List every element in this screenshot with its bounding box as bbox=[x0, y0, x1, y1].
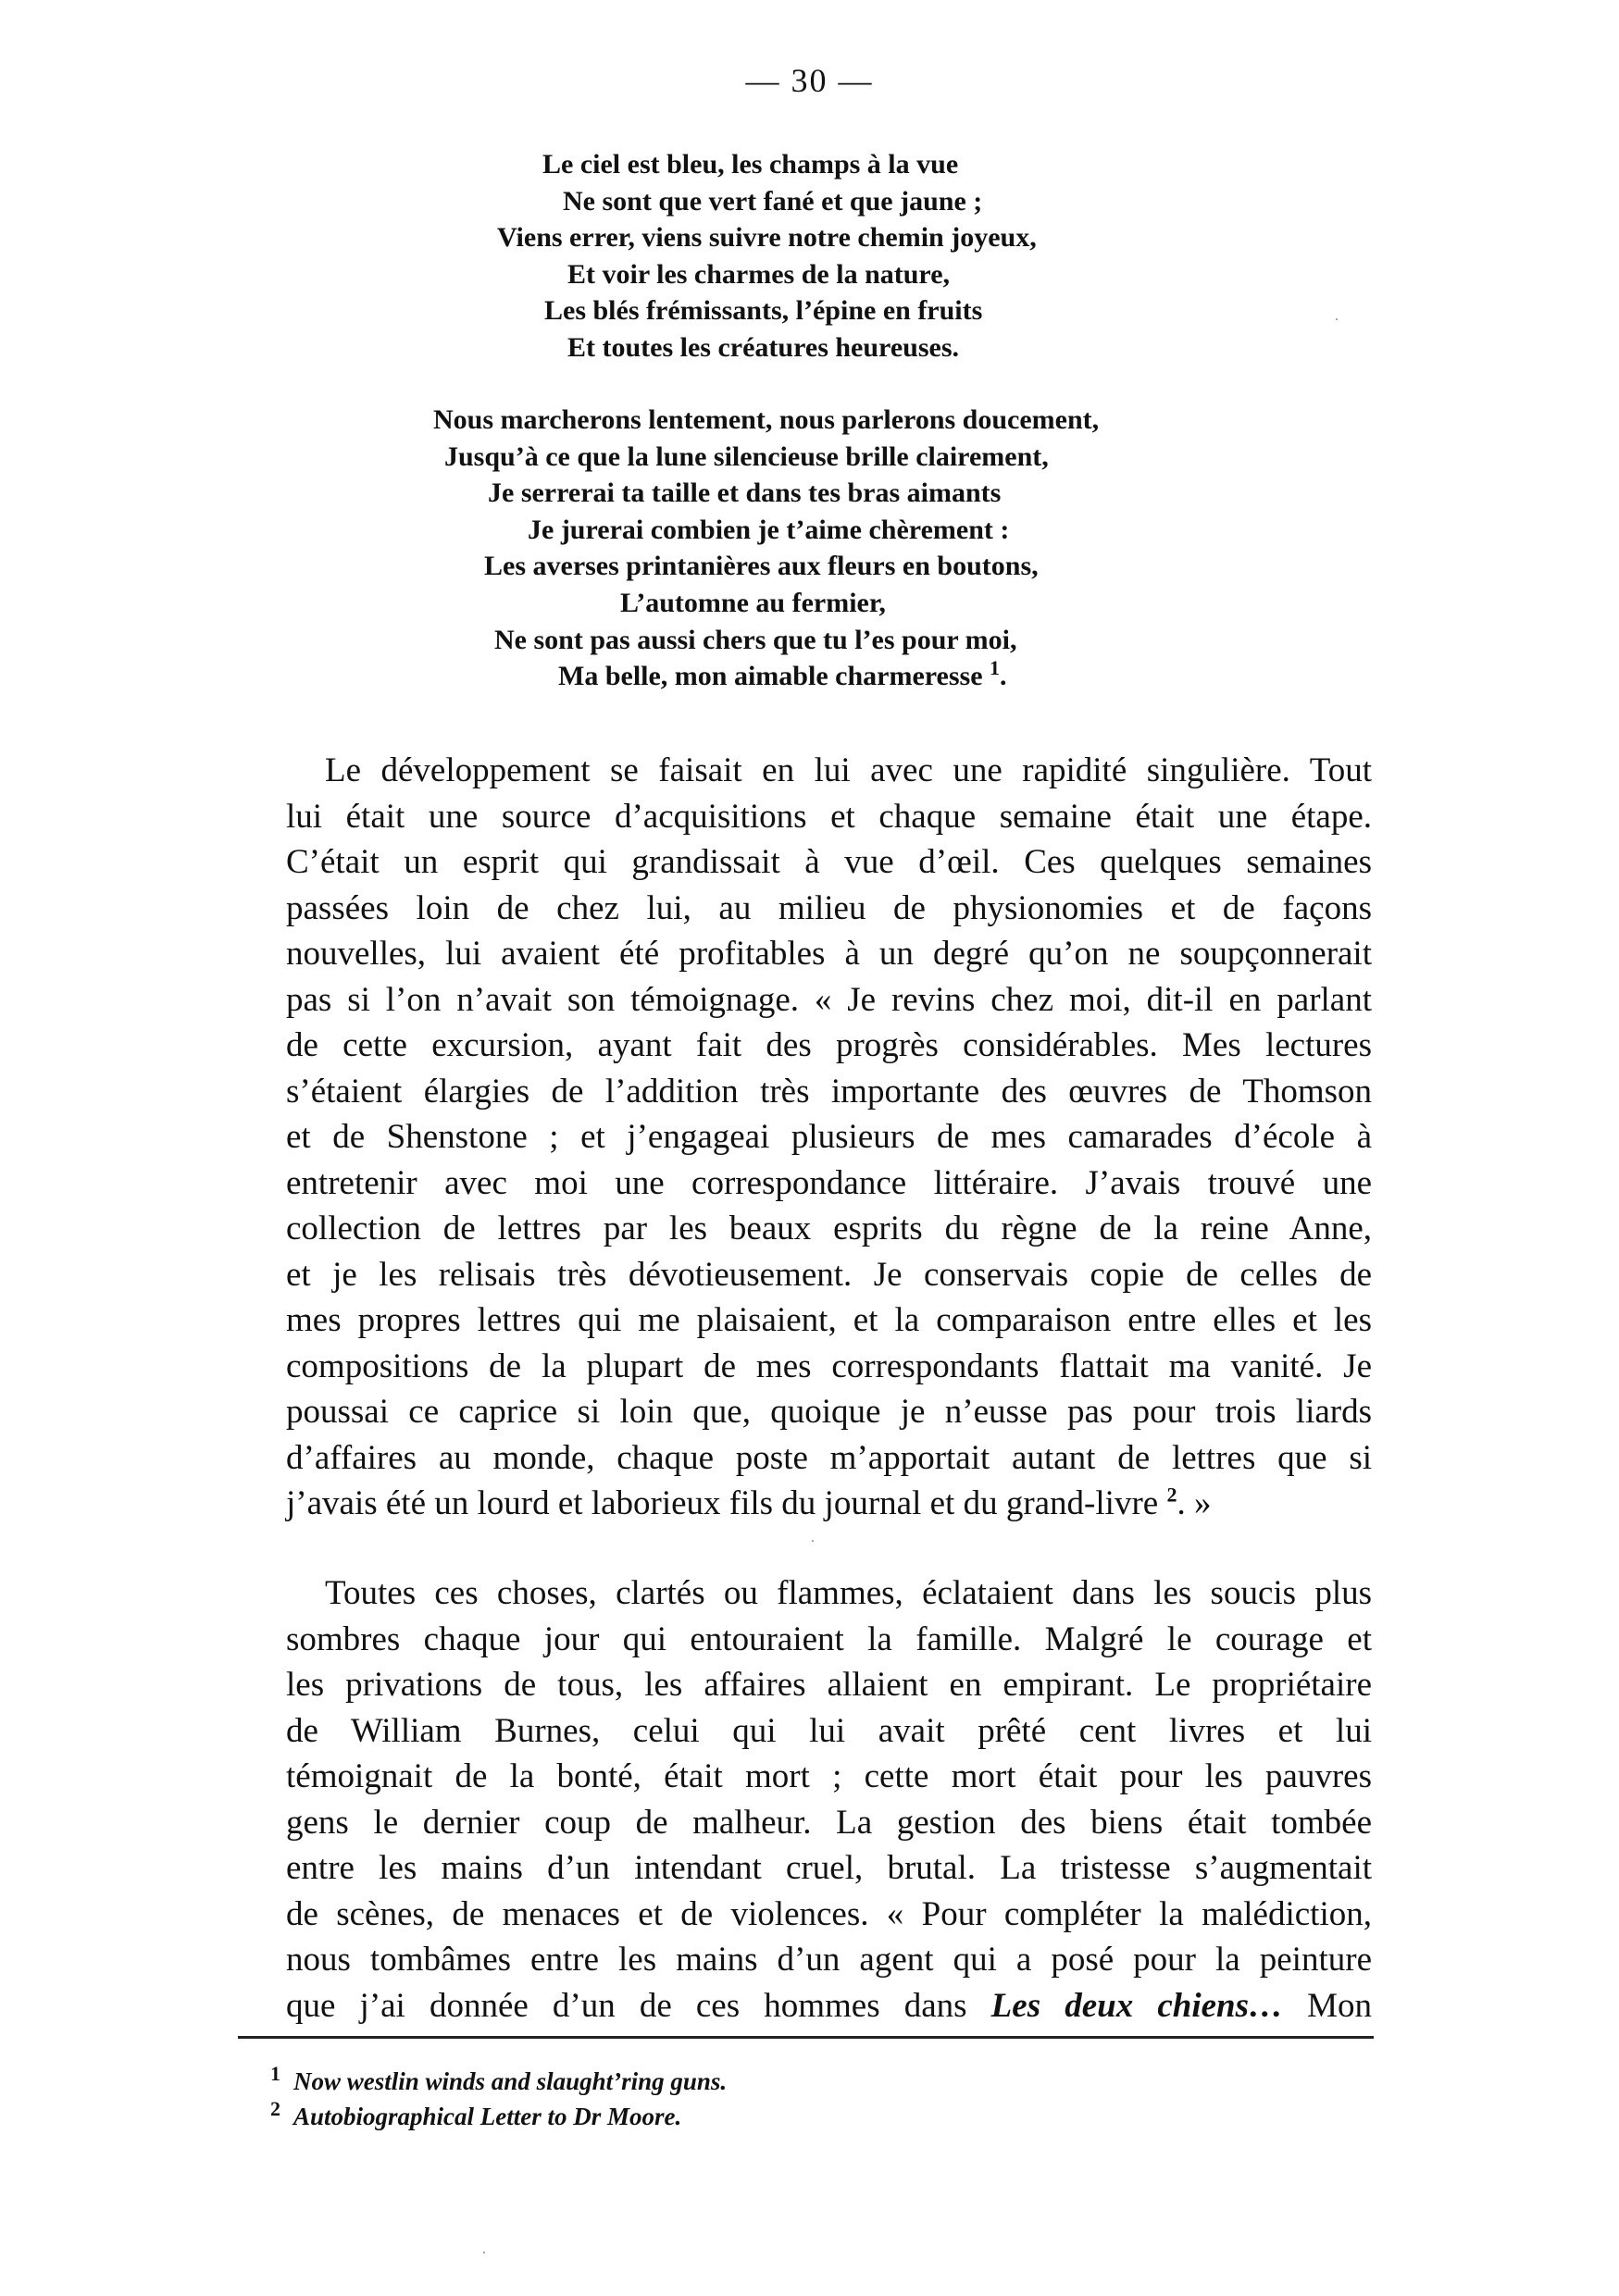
footnote-reference-1: 1 bbox=[990, 656, 1001, 680]
text-line: poussai ce caprice si loin que, quoique je n’eusse pas pour trois liards bbox=[286, 1393, 1372, 1431]
footnote-text: Autobiographical Letter to Dr Moore. bbox=[293, 2103, 682, 2130]
verse-line: Les blés frémissants, l’épine en fruits bbox=[544, 295, 983, 327]
verse-line: Nous marcherons lentement, nous parlerons doucement, bbox=[433, 404, 1100, 435]
footnote-text: Now westlin winds and slaught’ring guns. bbox=[293, 2067, 728, 2095]
verse-line: Les averses printanières aux fleurs en boutons, bbox=[484, 551, 1039, 582]
print-speck bbox=[812, 1540, 814, 1542]
text-line bbox=[247, 1983, 1372, 2029]
verse-line: Ne sont que vert fané et que jaune ; bbox=[563, 185, 983, 217]
text-line: entre les mains d’un intendant cruel, brutal. La tristesse s’augmentait bbox=[286, 1849, 1372, 1887]
line-text: que j’ai donnée d’un de ces hommes dans bbox=[286, 1986, 967, 2025]
footnote-divider bbox=[238, 2036, 1374, 2039]
text-line: passées loin de chez lui, au milieu de physionomies et de façons bbox=[286, 888, 1372, 927]
text-line: de cette excursion, ayant fait des progrès considérables. Mes lectures bbox=[286, 1026, 1372, 1064]
text-line: les privations de tous, les affaires allaient en empirant. Le propriétaire bbox=[286, 1666, 1372, 1704]
text-line: s’étaient élargies de l’addition très importante des œuvres de Thomson bbox=[286, 1072, 1372, 1111]
footnote-number: 1 bbox=[270, 2062, 280, 2085]
text-line: lui était une source d’acquisitions et chaque semaine était une étape. bbox=[286, 797, 1372, 836]
text-line: nouvelles, lui avaient été profitables à un degré qu’on ne soupçonnerait bbox=[286, 935, 1372, 973]
verse-line: Et toutes les créatures heureuses. bbox=[567, 331, 959, 363]
line-suffix: . » bbox=[1177, 1484, 1212, 1522]
line-text: Mon bbox=[1307, 1986, 1373, 2025]
verse-line: Et voir les charmes de la nature, bbox=[567, 258, 951, 290]
poem-stanza-1 bbox=[398, 146, 1231, 366]
paragraph-2 bbox=[247, 1570, 1372, 2029]
line-text: j’avais été un lourd et laborieux fils du journal et du grand-livre bbox=[286, 1484, 1159, 1522]
text-line: sombres chaque jour qui entouraient la famille. Malgré le courage et bbox=[286, 1620, 1372, 1658]
text-line: collection de lettres par les beaux esprits du règne de la reine Anne, bbox=[286, 1210, 1372, 1247]
text-line: Le développement se faisait en lui avec une rapidité singulière. Tout bbox=[325, 751, 1372, 789]
text-line: de William Burnes, celui qui lui avait prêté cent livres et lui bbox=[286, 1711, 1372, 1750]
verse-line: Ne sont pas aussi chers que tu l’es pour moi, bbox=[494, 624, 1017, 655]
page-number: — 30 — bbox=[745, 62, 874, 99]
verse-line: Viens errer, viens suivre notre chemin joyeux, bbox=[497, 222, 1037, 254]
text-line: mes propres lettres qui me plaisaient, et la comparaison entre elles et les bbox=[286, 1301, 1372, 1339]
footnote-1 bbox=[270, 2064, 1289, 2099]
verse-line: Jusqu’à ce que la lune silencieuse brille clairement, bbox=[444, 441, 1049, 472]
text-line bbox=[247, 1481, 1372, 1527]
text-line: et de Shenstone ; et j’engageai plusieurs de mes camarades d’école à bbox=[286, 1118, 1372, 1156]
italic-title: Les deux chiens… bbox=[990, 1986, 1283, 2025]
print-speck bbox=[1336, 318, 1338, 320]
text-line: de scènes, de menaces et de violences. « Pour compléter la malédiction, bbox=[286, 1894, 1372, 1933]
text-line: entretenir avec moi une correspondance littéraire. J’avais trouvé une bbox=[286, 1163, 1372, 1202]
text-line: et je les relisais très dévotieusement. Je conservais copie de celles de bbox=[286, 1255, 1372, 1294]
text-line: C’était un esprit qui grandissait à vue d’œil. Ces quelques semaines bbox=[286, 843, 1372, 881]
verse-suffix: . bbox=[1000, 661, 1007, 692]
verse-line: Le ciel est bleu, les champs à la vue bbox=[542, 149, 959, 180]
text-line: pas si l’on n’avait son témoignage. « Je revins chez moi, dit-il en parlant bbox=[286, 980, 1372, 1019]
poem-stanza-2 bbox=[398, 402, 1231, 695]
text-line: compositions de la plupart de mes correspondants flattait ma vanité. Je bbox=[286, 1347, 1372, 1385]
paragraph-1 bbox=[247, 748, 1372, 1527]
verse-line: Je serrerai ta taille et dans tes bras aimants bbox=[488, 478, 1002, 509]
text-line: Toutes ces choses, clartés ou flammes, éclataient dans les soucis plus bbox=[325, 1574, 1372, 1612]
text-line: témoignait de la bonté, était mort ; cette mort était pour les pauvres bbox=[286, 1757, 1372, 1795]
footnote-reference-2: 2 bbox=[1166, 1483, 1177, 1507]
text-line: d’affaires au monde, chaque poste m’apportait autant de lettres que si bbox=[286, 1438, 1372, 1477]
text-line: nous tombâmes entre les mains d’un agent qui a posé pour la peinture bbox=[286, 1941, 1372, 1979]
verse-text: Ma belle, mon aimable charmeresse bbox=[558, 661, 983, 692]
footnotes bbox=[270, 2064, 1289, 2134]
footnote-number: 2 bbox=[270, 2097, 280, 2120]
verse-line: L’automne au fermier, bbox=[620, 587, 886, 618]
print-speck bbox=[483, 2252, 485, 2253]
footnote-2 bbox=[270, 2099, 1289, 2134]
verse-line: Je jurerai combien je t’aime chèrement : bbox=[528, 514, 1010, 545]
verse-line-last bbox=[398, 658, 1231, 695]
text-line: gens le dernier coup de malheur. La gestion des biens était tombée bbox=[286, 1803, 1372, 1842]
